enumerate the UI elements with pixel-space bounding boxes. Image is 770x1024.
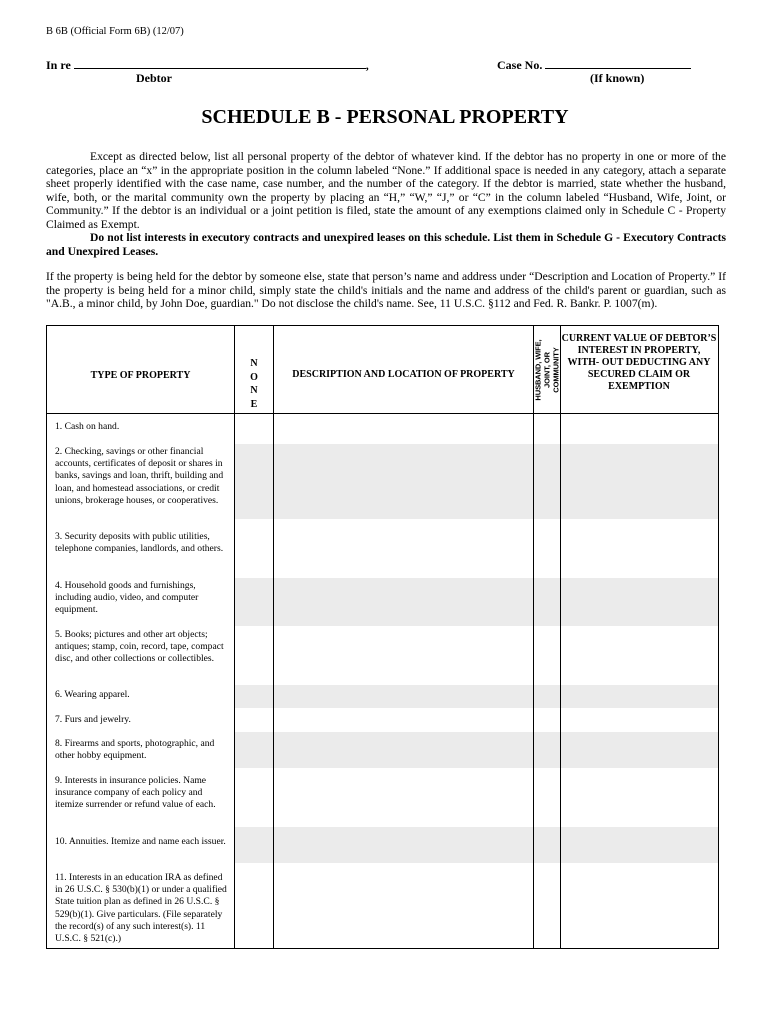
property-row-6: 6. Wearing apparel. [55,689,130,700]
col-divider [533,326,534,948]
col-none-letter: N [250,358,258,369]
instructions-paragraph-1: Except as directed below, list all personal property of the debtor of whatever kind. If the debtor has no property in one or more of the categories, place an “x” in the appropriate position in the column labeled “None.” If additional space is needed in any category, attach a separate sheet properly identified with the case name, case number, and the number of the category. If the debtor is married, state whether the husband, wife, both, or the marital community own the property by placing an “H,” “W,” “J,” or “C” in the column labeled “Husband, Wife, Joint, or Community.” If the debtor is an individual or a joint petition is filed, state the amount of any exemptions claimed only in Schedule C - Property Claimed as Exempt. [46,150,726,231]
case-no-label: Case No. [497,58,543,72]
col-type-of-property: TYPE OF PROPERTY [90,370,191,381]
debtor-label: Debtor [136,71,172,85]
row-band [235,444,718,519]
col-divider [234,326,235,948]
in-re-label: In re [46,58,71,72]
row-band [235,827,718,863]
property-table [46,325,719,949]
col-divider [273,326,274,948]
property-row-1: 1. Cash on hand. [55,421,120,432]
table-header [47,326,718,414]
row-band [235,578,718,626]
property-row-11: 11. Interests in an education IRA as defined in 26 U.S.C. § 530(b)(1) or under a qualified State tuition plan as defined in 26 U.S.C. § 529(b)(1). Give particulars. (File separately the record(s) of any such interest(s). 11 U.S.C. § 521(c).) [55,872,227,945]
instructions-paragraph-2: Do not list interests in executory contracts and unexpired leases on this schedule. List them in Schedule G - Executory Contracts and Unexpired Leases. [46,231,726,258]
col-hwjc [534,326,560,413]
property-row-3: 3. Security deposits with public utilities, telephone companies, landlords, and others. [55,531,224,555]
property-row-4: 4. Household goods and furnishings, including audio, video, and computer equipment. [55,580,199,616]
row-band [235,732,718,768]
in-re-field[interactable]: In re , [46,58,369,72]
col-none [235,357,273,411]
property-row-2: 2. Checking, savings or other financial accounts, certificates of deposit or shares in banks, savings and loan, thrift, building and loan, and homestead associations, or credit unions, brokerage houses, or cooperatives. [55,446,224,506]
col-none-letter: N [250,385,258,396]
case-no-line[interactable] [545,57,691,69]
col-description: DESCRIPTION AND LOCATION OF PROPERTY [292,369,515,380]
property-row-8: 8. Firearms and sports, photographic, and other hobby equipment. [55,738,215,762]
property-row-9: 9. Interests in insurance policies. Name insurance company of each policy and itemize surrender or refund value of each. [55,775,216,811]
if-known-label: (If known) [590,71,645,85]
property-row-7: 7. Furs and jewelry. [55,714,131,725]
col-divider [560,326,561,948]
form-id: B 6B (Official Form 6B) (12/07) [46,26,184,37]
row-band [235,685,718,708]
instructions-paragraph-3: If the property is being held for the debtor by someone else, state that person’s name and address under “Description and Location of Property.” If the property is being held for a minor child, simply state the child's initials and the name and address of the child's parent or guardian, such as "A.B., a minor child, by John Doe, guardian." Do not disclose the child's name. See, 11 U.S.C. §112 and Fed. R. Bankr. P. 1007(m). [46,270,726,311]
col-none-letter: E [250,398,258,410]
property-row-10: 10. Annuities. Itemize and name each issuer. [55,836,226,847]
col-current-value: CURRENT VALUE OF DEBTOR’S INTEREST IN PROPERTY, WITH- OUT DEDUCTING ANY SECURED CLAIM OR EXEMPTION [561,333,717,392]
page-title: SCHEDULE B - PERSONAL PROPERTY [201,106,569,128]
debtor-name-line[interactable] [74,57,366,69]
col-hwjc-label: HUSBAND, WIFE, JOINT, OR COMMUNITY [533,338,561,401]
col-none-letter: O [250,371,258,383]
property-row-5: 5. Books; pictures and other art objects; antiques; stamp, coin, record, tape, compact disc, and other collections or collectibles. [55,629,224,665]
